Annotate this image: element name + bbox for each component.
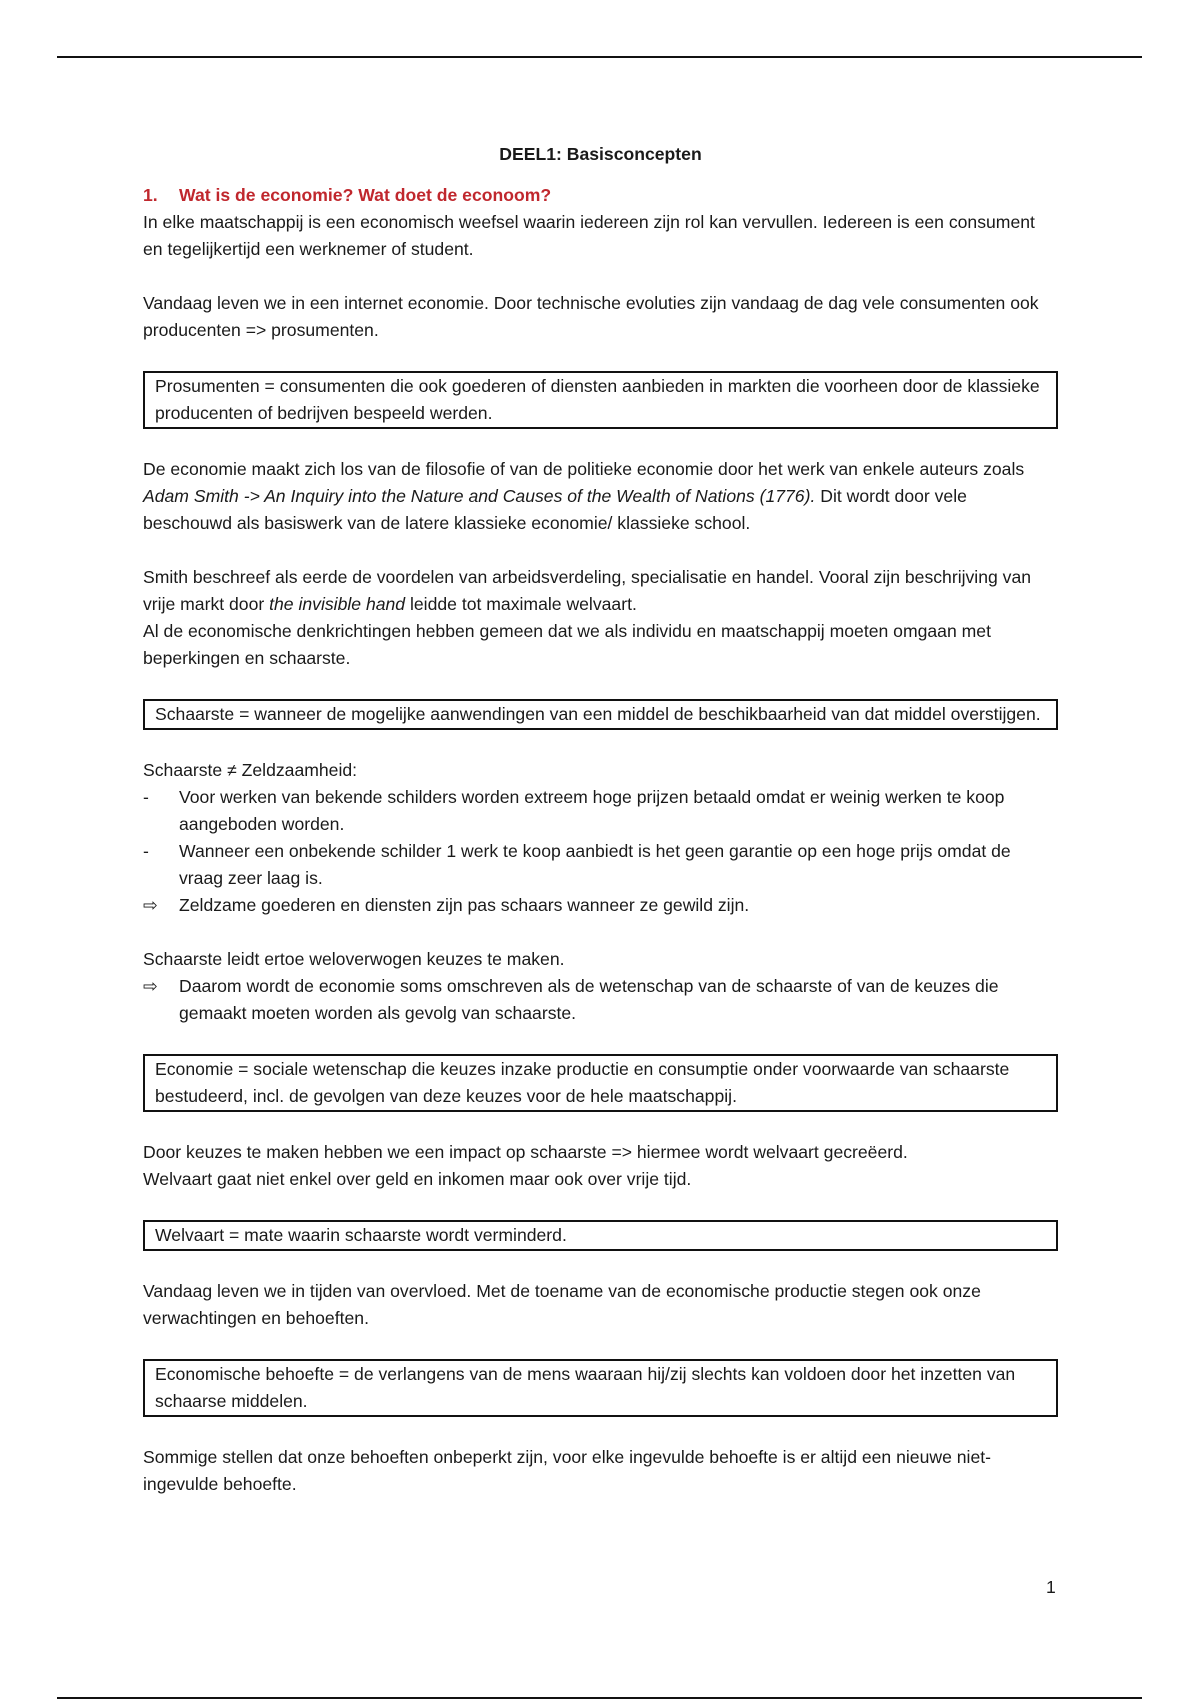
list-item xyxy=(143,973,1058,1027)
definition-box-welvaart xyxy=(143,1220,1058,1251)
list-item xyxy=(143,784,1058,838)
paragraph-10: Sommige stellen dat onze behoeften onbeperkt zijn, voor elke ingevulde behoefte is er altijd een nieuwe niet-ingevulde behoefte. xyxy=(143,1447,991,1494)
header-rule xyxy=(57,56,1142,58)
paragraph-6: Schaarste ≠ Zeldzaamheid: xyxy=(143,760,358,780)
paragraph-2: Vandaag leven we in een internet economie. Door technische evoluties zijn vandaag de dag vele consumenten ook producenten => prosumenten. xyxy=(143,293,1039,340)
definition-box-schaarste xyxy=(143,699,1058,730)
bullet-list-1 xyxy=(143,784,1058,919)
arrow-bullet-icon: ⇨ xyxy=(143,895,158,915)
paragraph-1: In elke maatschappij is een economisch weefsel waarin iedereen zijn rol kan vervullen. Iedereen is een consument en tegelijkertijd een werknemer of student. xyxy=(143,212,1035,259)
paragraph-9: Vandaag leven we in tijden van overvloed. Met de toename van de economische productie stegen ook onze verwachtingen en behoeften. xyxy=(143,1281,981,1328)
paragraph-3-text-b: Dit wordt door vele beschouwd als basiswerk van de latere klassieke economie/ klassieke school. xyxy=(143,486,967,533)
document-title: DEEL1: Basisconcepten xyxy=(499,144,702,164)
definition-text: Economische behoefte = de verlangens van de mens waaraan hij/zij slechts kan voldoen door het inzetten van schaarse middelen. xyxy=(155,1364,1016,1411)
list-item xyxy=(143,892,1058,919)
paragraph-4 xyxy=(143,564,1058,618)
paragraph-7: Schaarste leidt ertoe weloverwogen keuzes te maken. xyxy=(143,949,565,969)
document-body xyxy=(143,141,1058,1498)
definition-text: Schaarste = wanneer de mogelijke aanwendingen van een middel de beschikbaarheid van dat middel overstijgen. xyxy=(155,704,1041,724)
bullet-list-2 xyxy=(143,973,1058,1027)
paragraph-3-italic: Adam Smith -> An Inquiry into the Nature and Causes of the Wealth of Nations (1776). xyxy=(143,486,816,506)
definition-text: Prosumenten = consumenten die ook goederen of diensten aanbieden in markten die voorheen door de klassieke producenten of bedrijven bespeeld werden. xyxy=(155,376,1040,423)
definition-box-behoefte xyxy=(143,1359,1058,1417)
paragraph-8a: Door keuzes te maken hebben we een impact op schaarste => hiermee wordt welvaart gecreëerd. xyxy=(143,1142,908,1162)
dash-bullet-icon: - xyxy=(143,841,149,861)
paragraph-3 xyxy=(143,456,1058,537)
definition-box-prosumenten xyxy=(143,371,1058,429)
list-item-text: Wanneer een onbekende schilder 1 werk te koop aanbiedt is het geen garantie op een hoge prijs omdat de vraag zeer laag is. xyxy=(179,841,1011,888)
page-number: 1 xyxy=(1046,1577,1056,1597)
list-item xyxy=(143,838,1058,892)
paragraph-3-text-a: De economie maakt zich los van de filosofie of van de politieke economie door het werk van enkele auteurs zoals xyxy=(143,459,1025,479)
list-item-text: Daarom wordt de economie soms omschreven als de wetenschap van de schaarste of van de keuzes die gemaakt moeten worden als gevolg van schaarste. xyxy=(179,976,999,1023)
section-heading xyxy=(143,182,1058,209)
paragraph-8b: Welvaart gaat niet enkel over geld en inkomen maar ook over vrije tijd. xyxy=(143,1169,692,1189)
paragraph-4-text-a: Smith beschreef als eerde de voordelen van arbeidsverdeling, specialisatie en handel. Vooral zijn beschrijving van vrije markt door xyxy=(143,567,1032,614)
paragraph-4-text-b: leidde tot maximale welvaart. xyxy=(405,594,637,614)
footer-rule xyxy=(57,1697,1142,1699)
section-heading-text: Wat is de economie? Wat doet de econoom? xyxy=(179,185,552,205)
list-item-text: Zeldzame goederen en diensten zijn pas schaars wanneer ze gewild zijn. xyxy=(179,895,750,915)
section-number: 1. xyxy=(143,185,158,205)
paragraph-4-italic: the invisible hand xyxy=(269,594,406,614)
dash-bullet-icon: - xyxy=(143,787,149,807)
arrow-bullet-icon: ⇨ xyxy=(143,976,158,996)
list-item-text: Voor werken van bekende schilders worden extreem hoge prijzen betaald omdat er weinig werken te koop aangeboden worden. xyxy=(179,787,1005,834)
definition-box-economie xyxy=(143,1054,1058,1112)
definition-text: Economie = sociale wetenschap die keuzes inzake productie en consumptie onder voorwaarde van schaarste bestudeerd, incl. de gevolgen van deze keuzes voor de hele maatschappij. xyxy=(155,1059,1010,1106)
definition-text: Welvaart = mate waarin schaarste wordt verminderd. xyxy=(155,1225,567,1245)
paragraph-5: Al de economische denkrichtingen hebben gemeen dat we als individu en maatschappij moeten omgaan met beperkingen en schaarste. xyxy=(143,621,991,668)
